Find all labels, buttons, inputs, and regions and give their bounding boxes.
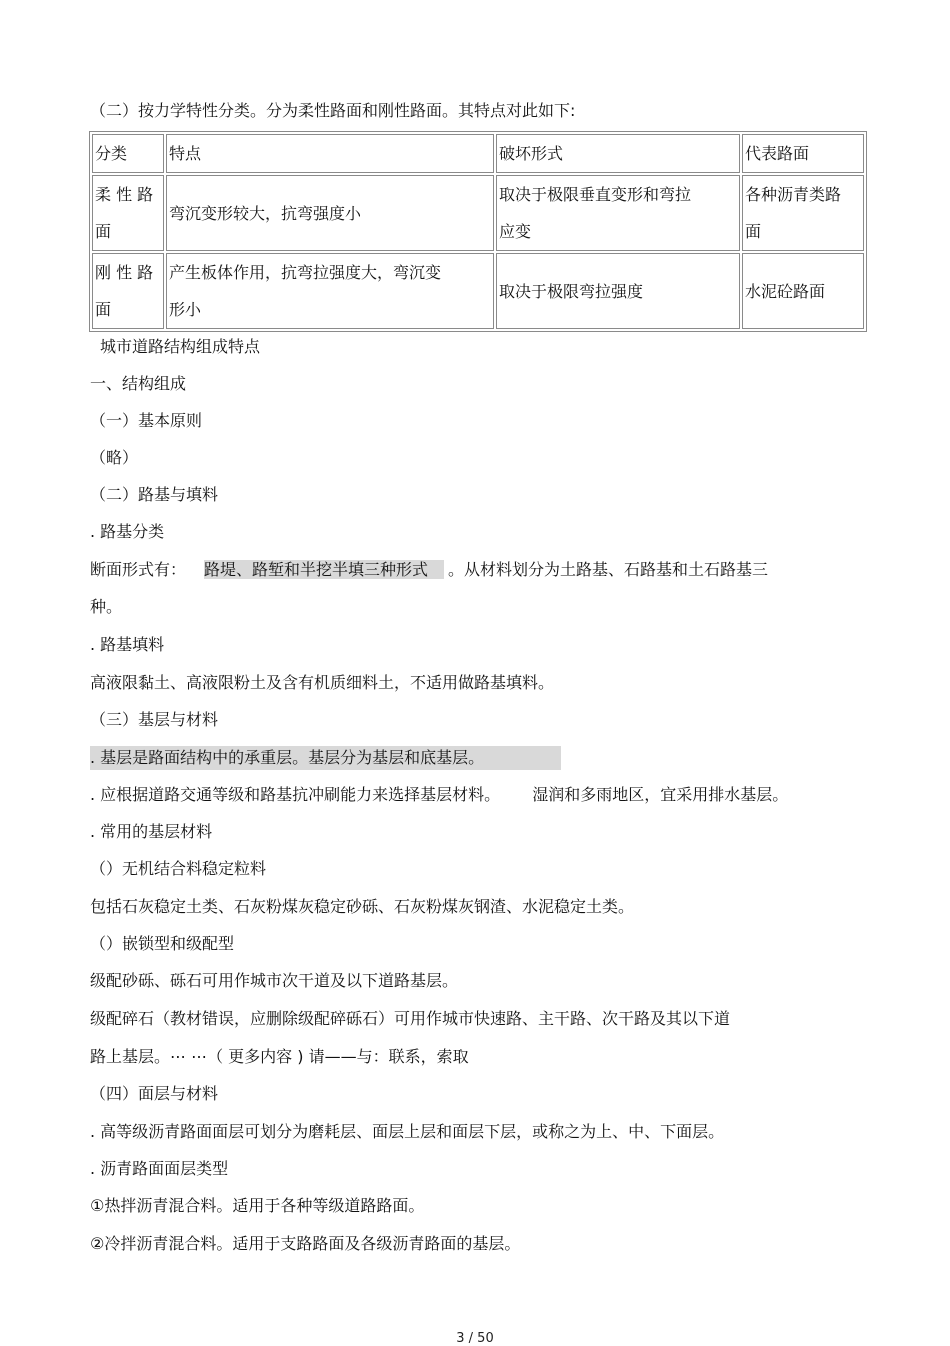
cell-text: 各种沥青类路 xyxy=(745,185,842,204)
text-span: 。从材料划分为土路基、石路基和土石路基三 xyxy=(448,560,769,579)
text-span: 湿润和多雨地区，宜采用排水基层。 xyxy=(532,785,789,804)
intro-paragraph: （二）按力学特性分类。分为柔性路面和刚性路面。其特点对此如下: xyxy=(90,101,576,120)
cell-text: 取决于极限弯拉强度 xyxy=(499,281,644,301)
category-cell xyxy=(92,175,164,251)
section-heading: 城市道路结构组成特点 xyxy=(100,337,261,356)
paragraph: 种。 xyxy=(90,597,123,616)
paragraph: 包括石灰稳定土类、石灰粉煤灰稳定砂砾、石灰粉煤灰钢渣、水泥稳定土类。 xyxy=(90,897,635,916)
cell-text: 产生板体作用，抗弯拉强度大，弯沉变 xyxy=(169,263,442,282)
header-cell: 分类 xyxy=(92,134,164,173)
paragraph: . 路基填料 xyxy=(90,635,165,654)
paragraph: （略） xyxy=(90,448,139,467)
feature-cell xyxy=(166,253,494,329)
cell-text: 应变 xyxy=(499,222,532,241)
paragraph: . 高等级沥青路面面层可划分为磨耗层、面层上层和面层下层，或称之为上、中、下面层。 xyxy=(90,1122,725,1141)
table-row xyxy=(92,253,864,329)
failure-cell xyxy=(496,253,740,329)
heading-structure: 一、结构组成 xyxy=(90,374,187,393)
header-cell: 特点 xyxy=(166,134,494,173)
header-cell: 破坏形式 xyxy=(496,134,740,173)
text-span: 断面形式有： xyxy=(90,560,187,579)
example-cell xyxy=(742,253,864,329)
cell-text: 面 xyxy=(745,222,762,241)
paragraph xyxy=(90,785,788,805)
cell-text: 面 xyxy=(95,300,112,319)
paragraph: 级配碎石（教材错误，应删除级配碎砾石）可用作城市快速路、主干路、次干路及其以下道 xyxy=(90,1009,731,1028)
cell-text: 弯沉变形较大，抗弯强度小 xyxy=(169,203,362,223)
paragraph xyxy=(90,560,768,580)
paragraph: ①热拌沥青混合料。适用于各种等级道路路面。 xyxy=(90,1196,425,1215)
failure-cell xyxy=(496,175,740,251)
feature-cell xyxy=(166,175,494,251)
page-number: 3 / 50 xyxy=(456,1331,494,1346)
paragraph: . 沥青路面面层类型 xyxy=(90,1159,229,1178)
cell-text: 取决于极限垂直变形和弯拉 xyxy=(499,185,692,204)
subheading: （四）面层与材料 xyxy=(90,1084,219,1103)
highlighted-text: 路堤、路堑和半挖半填三种形式 xyxy=(204,560,444,579)
paragraph: 高液限黏土、高液限粉土及含有机质细料土，不适用做路基填料。 xyxy=(90,673,555,692)
table-row xyxy=(92,175,864,251)
subheading: （）无机结合料稳定粒料 xyxy=(90,859,267,878)
example-cell xyxy=(742,175,864,251)
cell-text: 面 xyxy=(95,222,112,241)
cell-text: 水泥砼路面 xyxy=(745,281,826,301)
subheading: （二）路基与填料 xyxy=(90,485,219,504)
cell-text: 刚 性 路 xyxy=(95,263,154,282)
text-span: . 应根据道路交通等级和路基抗冲刷能力来选择基层材料。 xyxy=(90,785,501,804)
paragraph: 级配砂砾、砾石可用作城市次干道及以下道路基层。 xyxy=(90,971,459,990)
paragraph: 路上基层。⋯ ⋯（ 更多内容 ) 请——与：联系，索取 xyxy=(90,1047,469,1066)
subheading: （）嵌锁型和级配型 xyxy=(90,934,235,953)
highlighted-paragraph: . 基层是路面结构中的承重层。基层分为基层和底基层。 xyxy=(90,746,561,770)
cell-text: 柔 性 路 xyxy=(95,185,154,204)
comparison-table xyxy=(89,131,867,332)
subheading: （一）基本原则 xyxy=(90,411,203,430)
cell-text: 形小 xyxy=(169,300,202,319)
paragraph: . 常用的基层材料 xyxy=(90,822,213,841)
paragraph: ②冷拌沥青混合料。适用于支路路面及各级沥青路面的基层。 xyxy=(90,1234,521,1253)
table-header-row xyxy=(92,134,864,173)
paragraph: . 路基分类 xyxy=(90,522,165,541)
subheading: （三）基层与材料 xyxy=(90,710,219,729)
category-cell xyxy=(92,253,164,329)
header-cell: 代表路面 xyxy=(742,134,864,173)
